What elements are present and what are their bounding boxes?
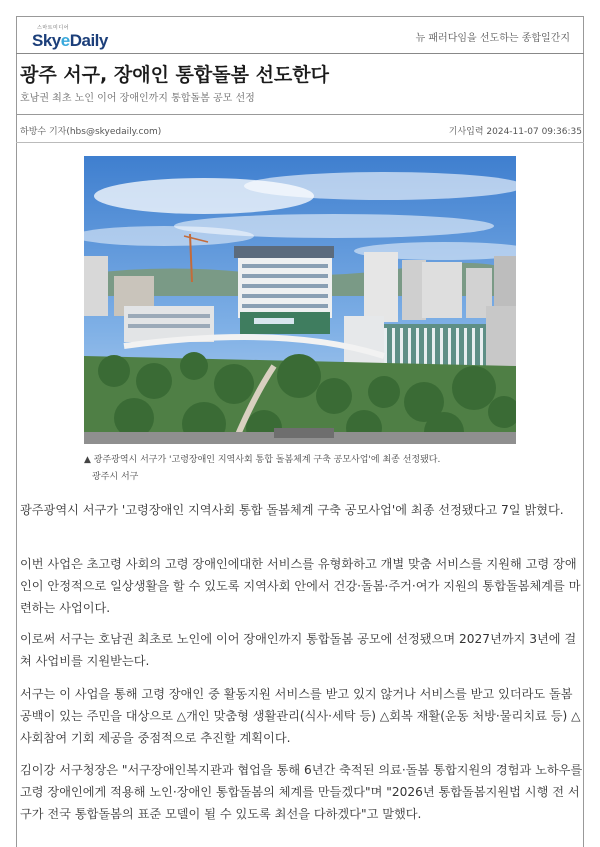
article-title: 광주 서구, 장애인 통합돌봄 선도한다 <box>20 64 329 86</box>
article-byline[interactable]: 하방수 기자(hbs@skyedaily.com) <box>20 127 162 137</box>
article-photo <box>84 156 516 444</box>
article-paragraph: 이번 사업은 초고령 사회의 고령 장애인에대한 서비스를 유형화하고 개별 맞춤 서비스를 지원해 고령 장애인이 안정적으로 일상생활을 할 수 있도록 지역사회 안에서 건강·돌봄·주거·여가 지원의 통합돌봄체계를 마련하는 사업이다. <box>20 557 581 615</box>
logo-wordmark: SkyeDaily <box>32 31 108 50</box>
masthead <box>16 16 584 54</box>
article-dateline: 기사입력 2024-11-07 09:36:35 <box>448 127 582 137</box>
photo-credit: 광주시 서구 <box>92 472 139 482</box>
photo-caption: ▲ 광주광역시 서구가 '고령장애인 지역사회 통합 돌봄체계 구축 공모사업'에 최종 선정됐다. <box>84 455 441 465</box>
article-paragraph: 김이강 서구청장은 "서구장애인복지관과 협업을 통해 6년간 축적된 의료·돌봄 통합지원의 경험과 노하우를 고령 장애인에게 적용해 노인·장애인 통합돌봄의 체계를 만들겠다"며 "2026년 통합돌봄지원법 시행 전 서구가 전국 통합돌봄의 표준 모델이 될 수 있도록 최선을 다하겠다"고 말했다. <box>20 763 583 821</box>
article-paragraph: 이로써 서구는 호남권 최초로 노인에 이어 장애인까지 통합돌봄 공모에 선정됐으며 2027년까지 3년에 걸쳐 사업비를 지원받는다. <box>20 632 577 668</box>
divider <box>16 142 584 143</box>
article-subtitle: 호남권 최초 노인 이어 장애인까지 통합돌봄 공모 선정 <box>20 93 255 104</box>
article-paragraph: 서구는 이 사업을 통해 고령 장애인 중 활동지원 서비스를 받고 있지 않거나 서비스를 받고 있더라도 돌봄 공백이 있는 주민을 대상으로 △개인 맞춤형 생활관리(식사·세탁 등) △회복 재활(운동 처방·물리치료 등) △사회참여 기회 제공을 중점적으로 추진할 계획이다. <box>20 687 581 745</box>
skyedaily-logo[interactable] <box>32 24 118 50</box>
article-paragraph: 광주광역시 서구가 '고령장애인 지역사회 통합 돌봄체계 구축 공모사업'에 최종 선정됐다고 7일 밝혔다. <box>20 503 564 517</box>
masthead-tagline: 뉴 패러다임을 선도하는 종합일간지 <box>415 33 570 44</box>
divider <box>16 114 584 115</box>
logo-small-text: 스마트미디어 <box>37 25 69 31</box>
